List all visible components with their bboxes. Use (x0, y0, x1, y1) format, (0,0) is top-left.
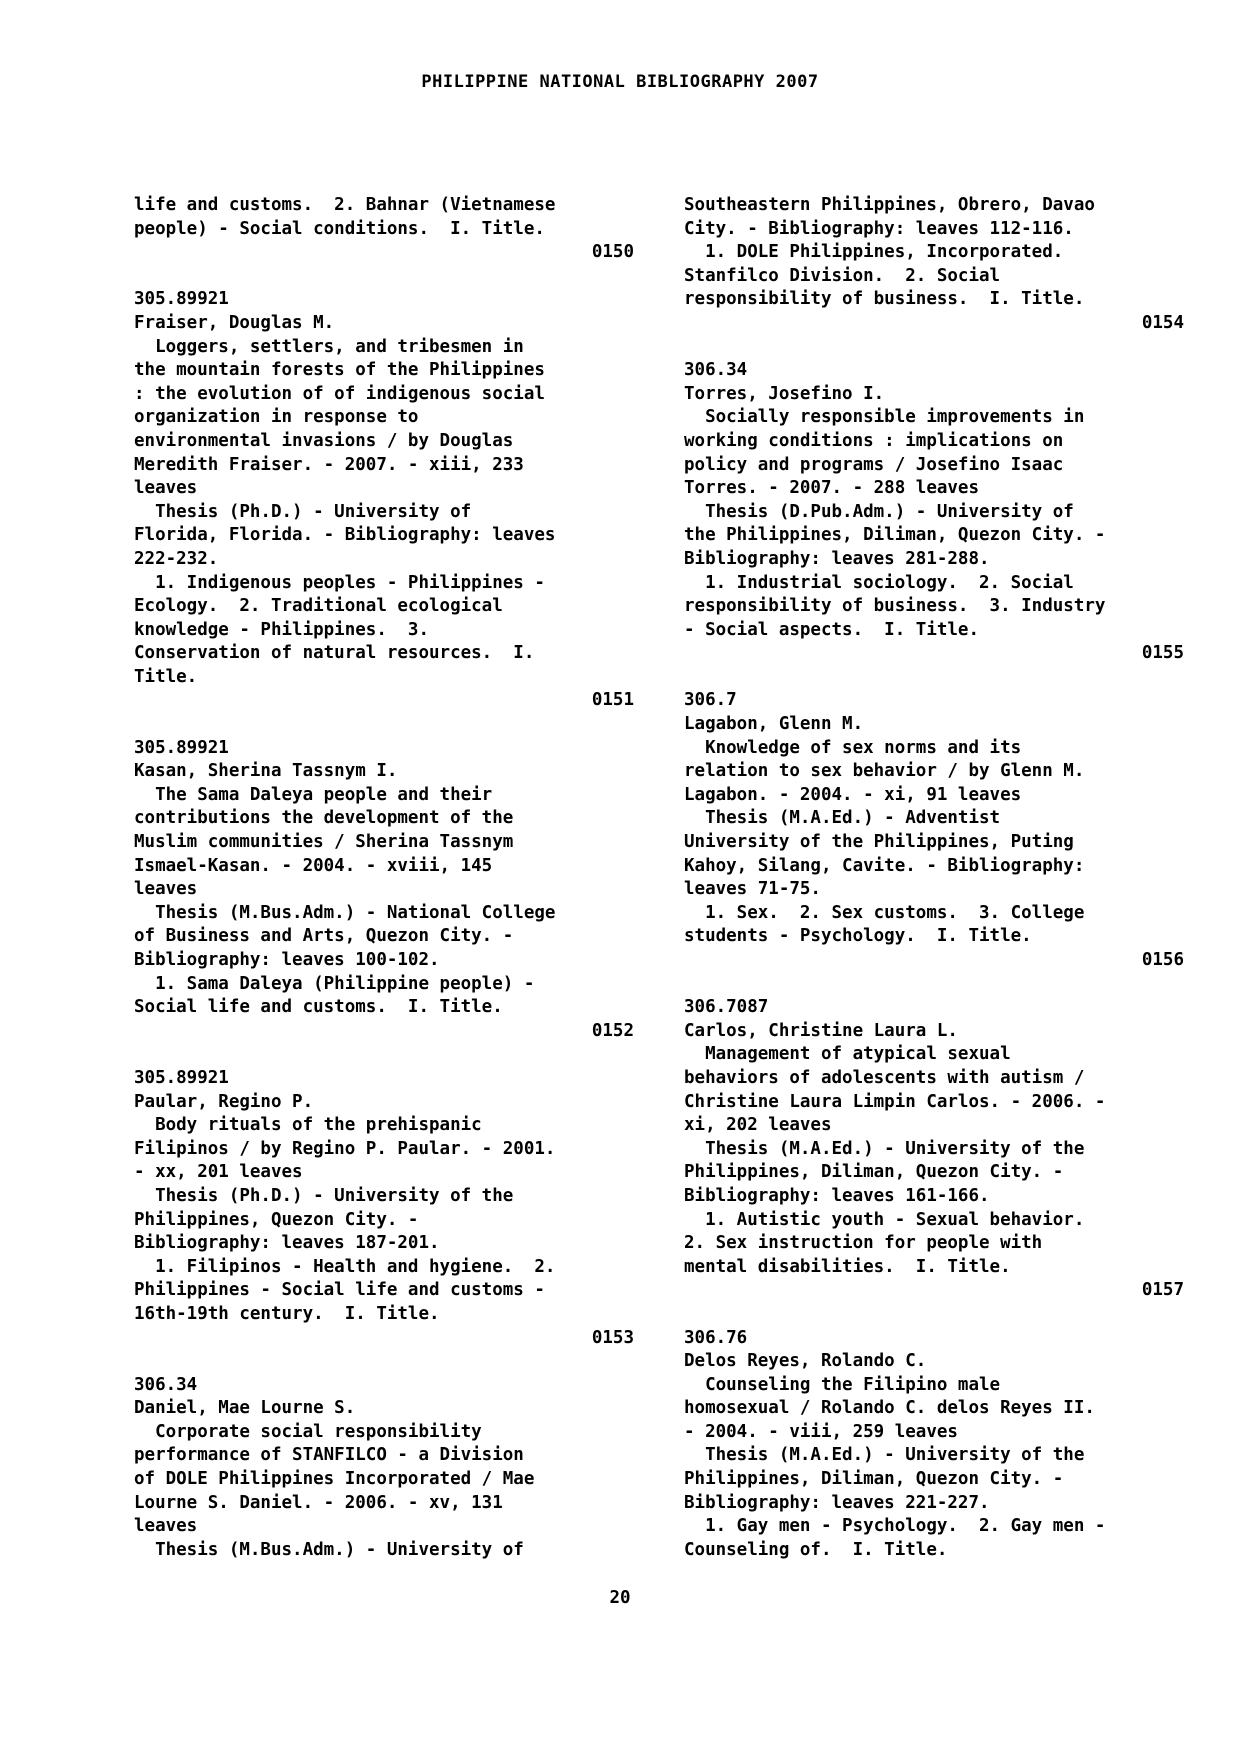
text-line: behaviors of adolescents with autism / (684, 1067, 1085, 1088)
text-line: City. - Bibliography: leaves 112-116. (684, 218, 1074, 239)
text-line: : the evolution of of indigenous social (134, 383, 545, 404)
text-line: Ecology. 2. Traditional ecological (134, 596, 503, 617)
text-line: Carlos, Christine Laura L. (684, 1020, 958, 1041)
left-column (134, 194, 634, 1562)
text-line: Bibliography: leaves 221-227. (684, 1492, 990, 1513)
text-line: Philippines, Diliman, Quezon City. - (684, 1162, 1064, 1183)
text-line: Southeastern Philippines, Obrero, Davao (684, 195, 1095, 215)
text-line: Thesis (Ph.D.) - University of the (134, 1185, 514, 1206)
text-line: Christine Laura Limpin Carlos. - 2006. - (684, 1091, 1106, 1112)
text-line: Bibliography: leaves 161-166. (684, 1185, 990, 1206)
classification-number: 306.34 (684, 360, 748, 381)
text-line: University of the Philippines, Puting (684, 832, 1074, 853)
text-line: responsibility of business. 3. Industry (684, 596, 1106, 617)
blank-line (684, 336, 1184, 360)
text-line: 1. Filipinos - Health and hygiene. 2. (134, 1256, 556, 1277)
text-line: Muslim communities / Sherina Tassnym (134, 832, 514, 853)
text-line: 16th-19th century. I. Title. (134, 1303, 440, 1324)
text-line: contributions the development of the (134, 808, 514, 829)
blank-line (684, 973, 1184, 997)
text-line: - 2004. - viii, 259 leaves (684, 1421, 958, 1442)
text-line: relation to sex behavior / by Glenn M. (684, 761, 1085, 782)
record-number: 0153 (591, 1327, 634, 1348)
text-line: Conservation of natural resources. I. (134, 643, 535, 664)
text-line: 222-232. (134, 548, 219, 569)
text-line: Knowledge of sex norms and its (684, 737, 1022, 758)
blank-line (684, 666, 1184, 690)
record-number: 0150 (591, 242, 634, 263)
text-line: Torres. - 2007. - 288 leaves (684, 478, 980, 499)
text-line: Thesis (M.Bus.Adm.) - National College (134, 902, 556, 923)
page-header-title: PHILIPPINE NATIONAL BIBLIOGRAPHY 2007 (421, 72, 819, 92)
text-line: 1. Gay men - Psychology. 2. Gay men - (684, 1516, 1106, 1537)
text-line: Thesis (Ph.D.) - University of (134, 501, 472, 522)
classification-number: 306.7 (684, 690, 737, 711)
text-line: Lourne S. Daniel. - 2006. - xv, 131 (134, 1492, 503, 1513)
text-line: Bibliography: leaves 281-288. (684, 548, 990, 569)
text-line: Thesis (D.Pub.Adm.) - University of (684, 501, 1074, 522)
blank-line (134, 1350, 634, 1374)
text-line: Body rituals of the prehispanic (134, 1115, 482, 1136)
classification-number: 306.76 (684, 1327, 748, 1348)
text-line: Ismael-Kasan. - 2004. - xviii, 145 (134, 855, 493, 876)
text-line: 1. Sex. 2. Sex customs. 3. College (684, 902, 1085, 923)
text-line: Fraiser, Douglas M. (134, 312, 335, 333)
text-line: Delos Reyes, Rolando C. (684, 1351, 927, 1372)
text-line: homosexual / Rolando C. delos Reyes II. (684, 1398, 1095, 1419)
text-line: 1. DOLE Philippines, Incorporated. (684, 242, 1064, 263)
text-line: Kahoy, Silang, Cavite. - Bibliography: (684, 855, 1085, 876)
text-line: Social life and customs. I. Title. (134, 997, 503, 1018)
text-line: responsibility of business. I. Title. (684, 289, 1085, 310)
text-line: of DOLE Philippines Incorporated / Mae (134, 1469, 535, 1490)
text-line: Paular, Regino P. (134, 1091, 314, 1112)
text-line: leaves (134, 879, 198, 900)
text-line: of Business and Arts, Quezon City. - (134, 926, 514, 947)
text-line: leaves (134, 1516, 198, 1537)
record-number: 0156 (1141, 950, 1184, 970)
text-line: Torres, Josefino I. (684, 383, 885, 404)
text-line: Meredith Fraiser. - 2007. - xiii, 233 (134, 454, 524, 475)
text-line: policy and programs / Josefino Isaac (684, 454, 1064, 475)
text-line: Title. (134, 666, 198, 687)
text-line: Corporate social responsibility (134, 1421, 482, 1442)
blank-line (134, 1043, 634, 1067)
blank-line (134, 713, 634, 737)
text-line: Kasan, Sherina Tassnym I. (134, 761, 398, 782)
text-line: working conditions : implications on (684, 430, 1064, 451)
text-line: people) - Social conditions. I. Title. (134, 218, 545, 239)
record-number: 0155 (1141, 643, 1184, 664)
text-line: Filipinos / by Regino P. Paular. - 2001. (134, 1138, 556, 1159)
text-line: the Philippines, Diliman, Quezon City. - (684, 525, 1106, 546)
page-number: 20 (609, 1588, 631, 1608)
text-line: Socially responsible improvements in (684, 407, 1085, 428)
text-line: Daniel, Mae Lourne S. (134, 1398, 356, 1419)
text-line: Philippines, Diliman, Quezon City. - (684, 1469, 1064, 1490)
classification-number: 305.89921 (134, 737, 229, 758)
text-line: knowledge - Philippines. 3. (134, 619, 430, 640)
text-line: Florida, Florida. - Bibliography: leaves (134, 525, 556, 546)
text-line: life and customs. 2. Bahnar (Vietnamese (134, 195, 556, 215)
text-line: Bibliography: leaves 187-201. (134, 1233, 440, 1254)
text-line: Stanfilco Division. 2. Social (684, 265, 1001, 286)
classification-number: 306.7087 (684, 997, 769, 1018)
classification-number: 306.34 (134, 1374, 198, 1395)
text-line: 1. Autistic youth - Sexual behavior. (684, 1209, 1085, 1230)
text-line: The Sama Daleya people and their (134, 784, 493, 805)
text-line: - xx, 201 leaves (134, 1162, 303, 1183)
blank-line (684, 1303, 1184, 1327)
text-line: Thesis (M.A.Ed.) - Adventist (684, 808, 1001, 829)
text-line: environmental invasions / by Douglas (134, 430, 514, 451)
text-line: 1. Sama Daleya (Philippine people) - (134, 973, 535, 994)
text-line: Lagabon. - 2004. - xi, 91 leaves (684, 784, 1022, 805)
text-line: Philippines - Social life and customs - (134, 1280, 545, 1301)
text-line: 2. Sex instruction for people with (684, 1233, 1043, 1254)
text-line: Thesis (M.A.Ed.) - University of the (684, 1445, 1085, 1466)
text-line: 1. Industrial sociology. 2. Social (684, 572, 1074, 593)
text-line: Bibliography: leaves 100-102. (134, 950, 440, 970)
text-line: organization in response to (134, 407, 419, 428)
classification-number: 305.89921 (134, 1067, 229, 1088)
text-line: leaves 71-75. (684, 879, 821, 900)
text-line: Thesis (M.Bus.Adm.) - University of (134, 1539, 524, 1560)
text-line: xi, 202 leaves (684, 1115, 832, 1136)
record-number: 0152 (591, 1020, 634, 1041)
text-line: Lagabon, Glenn M. (684, 714, 864, 735)
classification-number: 305.89921 (134, 289, 229, 310)
text-line: the mountain forests of the Philippines (134, 360, 545, 381)
text-line: Management of atypical sexual (684, 1044, 1011, 1065)
text-line: performance of STANFILCO - a Division (134, 1445, 524, 1466)
record-number: 0154 (1141, 312, 1184, 333)
text-line: Counseling the Filipino male (684, 1374, 1001, 1395)
text-line: Thesis (M.A.Ed.) - University of the (684, 1138, 1085, 1159)
text-line: Counseling of. I. Title. (684, 1539, 948, 1560)
record-number: 0151 (591, 690, 634, 711)
text-line: leaves (134, 478, 198, 499)
right-column (684, 194, 1184, 1562)
text-line: - Social aspects. I. Title. (684, 619, 980, 640)
record-number: 0157 (1141, 1280, 1184, 1301)
text-line: 1. Indigenous peoples - Philippines - (134, 572, 545, 593)
text-line: Philippines, Quezon City. - (134, 1209, 419, 1230)
blank-line (134, 265, 634, 289)
text-line: mental disabilities. I. Title. (684, 1256, 1011, 1277)
text-line: Loggers, settlers, and tribesmen in (134, 336, 524, 357)
text-line: students - Psychology. I. Title. (684, 926, 1032, 947)
